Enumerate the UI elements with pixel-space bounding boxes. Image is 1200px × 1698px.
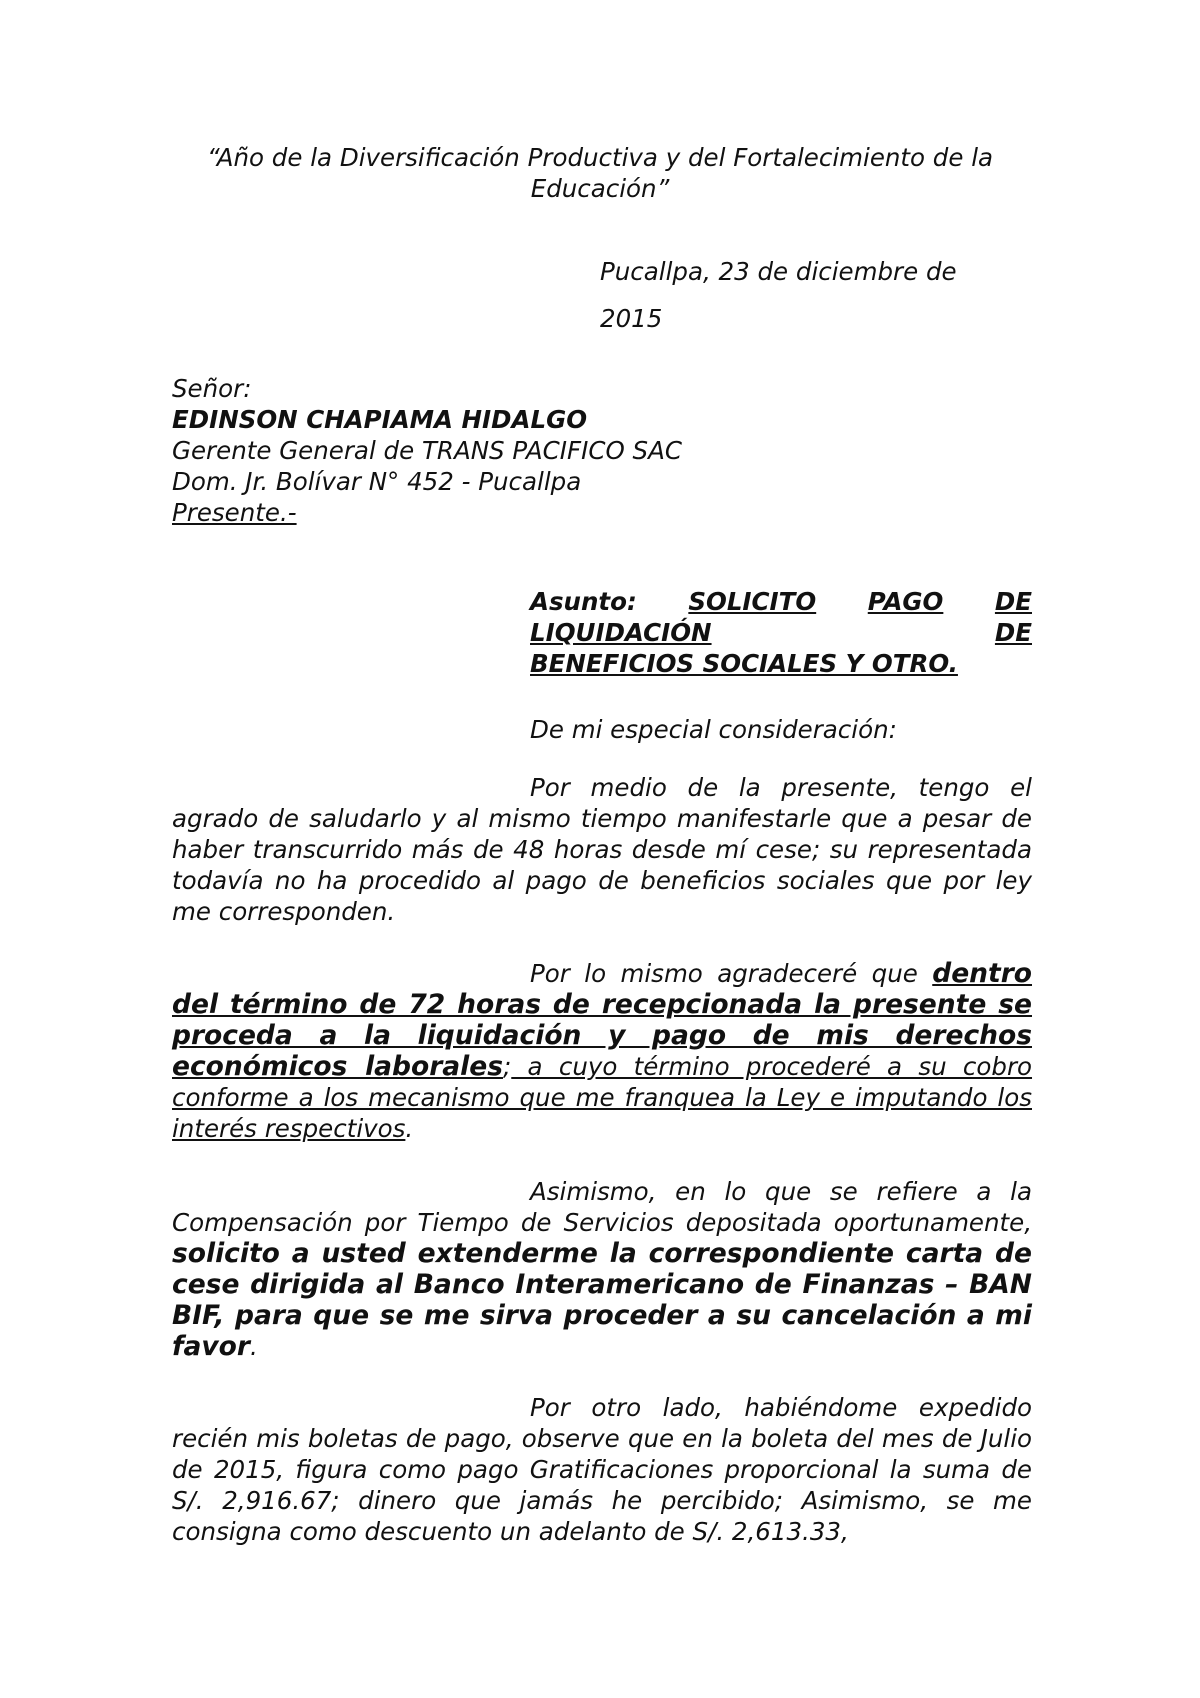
addressee-presente: Presente.- [172,498,297,527]
paragraph-2 [172,958,1032,1144]
subject-line-2 [530,617,1032,648]
paragraph-1 [172,772,1032,927]
subject-line-1 [530,586,1032,617]
addressee-position: Gerente General de TRANS PACIFICO SAC [172,436,682,465]
paragraph-2-emphasis: dentro del término de 72 horas de recepcionada la presente se proceda a la liquidación y pago de mis derechos económicos laborales [172,958,1032,1082]
paragraph-4-text: Por otro lado, habiéndome expedido recién mis boletas de pago, observe que en la boleta del mes de Julio de 2015, figura como pago Gratificaciones proporcional la suma de S/. 2,916.67; dinero que jamás he percibido; Asimismo, se me consigna como descuento un adelanto de S/. 2,613.33, [172,1393,1032,1546]
subject-word: DE [994,618,1032,647]
subject-word: SOLICITO [688,587,817,616]
greeting: De mi especial consideración: [530,715,897,744]
paragraph-3 [172,1176,1032,1362]
addressee-address: Dom. Jr. Bolívar N° 452 - Pucallpa [172,467,582,496]
place-date-line-2: 2015 [600,304,663,333]
addressee-salutation: Señor: [172,374,252,403]
paragraph-2-end: . [405,1114,414,1143]
paragraph-2-separator: ; [503,1052,512,1081]
subject-block [530,586,1032,679]
year-motto [160,142,1040,204]
paragraph-3-end: . [249,1332,258,1361]
subject-word: DE [994,587,1032,616]
place-and-date [600,248,1032,342]
year-motto-line-2: Educación” [530,174,670,203]
paragraph-2-underlined: a cuyo término procederé a su cobro conforme a los mecanismo que me franquea la Ley e imputando los interés respectivos [172,1052,1033,1143]
paragraph-3-intro: Asimismo, en lo que se refiere a la Compensación por Tiempo de Servicios depositada oportunamente, [172,1177,1032,1237]
subject-label: Asunto: [530,587,637,616]
paragraph-4 [172,1392,1032,1547]
paragraph-1-text: Por medio de la presente, tengo el agrado de saludarlo y al mismo tiempo manifestarle que a pesar de haber transcurrido más de 48 horas desde mí cese; su representada todavía no ha procedido al pago de beneficios sociales que por ley me corresponden. [172,773,1032,926]
paragraph-3-emphasis: solicito a usted extenderme la correspondiente carta de cese dirigida al Banco Interamericano de Finanzas – BAN BIF, para que se me sirva proceder a su cancelación a mi favor [172,1238,1032,1362]
subject-line-3: BENEFICIOS SOCIALES Y OTRO. [530,649,958,678]
addressee-name: EDINSON CHAPIAMA HIDALGO [172,405,588,434]
subject-word: LIQUIDACIÓN [530,618,712,647]
year-motto-line-1: “Año de la Diversificación Productiva y del Fortalecimiento de la [206,143,994,172]
place-date-line-1: Pucallpa, 23 de diciembre de [600,257,957,286]
paragraph-2-intro: Por lo mismo agradeceré que [530,959,933,988]
addressee-block [172,373,682,528]
subject-word: PAGO [867,587,944,616]
